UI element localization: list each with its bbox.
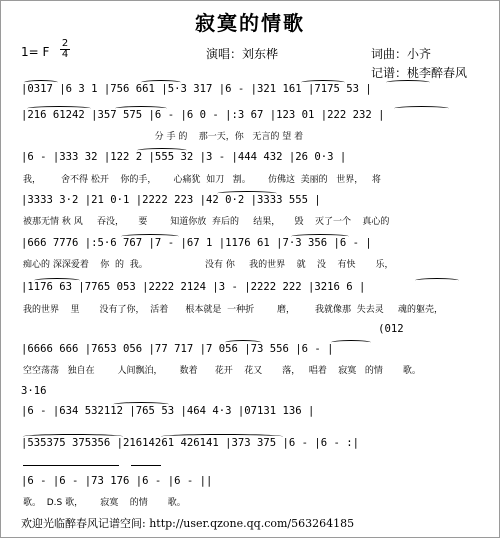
lyrics-line: 歌。 D.S 歌， 寂寞 的情 歌。 xyxy=(23,498,186,508)
key-signature: 1= F xyxy=(21,45,50,59)
notes-line: |0317 |6 3 1 |756 661 |5·3 317 |6 - |321 161 |7175 53 | xyxy=(21,83,372,95)
time-signature xyxy=(60,39,70,60)
notes-line: |6 - |634 532112 |765 53 |464 4·3 |07131 136 | xyxy=(21,405,315,417)
intro-bracket: (012 xyxy=(21,323,404,335)
notes-line: |666 7776 |:5·6 767 |7 - |67 1 |1176 61 |7·3 356 |6 - | xyxy=(21,237,372,249)
meter-bottom: 4 xyxy=(61,49,69,60)
notes-line: |1176 63 |7765 053 |2222 2124 |3 - |2222 222 |3216 6 | xyxy=(21,281,366,293)
notes-line: |3333 3·2 |21 0·1 |2222 223 |42 0·2 |3333 555 | xyxy=(21,194,321,206)
meter-top: 2 xyxy=(61,38,69,49)
notes-line: |6 - |333 32 |122 2 |555 32 |3 - |444 432 |26 0·3 | xyxy=(21,151,347,163)
lyricist-credit: 词曲：小齐 xyxy=(371,47,432,61)
transcriber-credit: 记谱：桃李醉春风 xyxy=(371,66,468,80)
notes-line: |535375 375356 |21614261 426141 |373 375 |6 - |6 - :| xyxy=(21,437,360,449)
notes-line: |216 61242 |357 575 |6 - |6 0 - |:3 67 |123 01 |222 232 | xyxy=(21,109,385,121)
singer-credit: 演唱：刘东桦 xyxy=(206,47,279,61)
notes-line: |6 - |6 - |73 176 |6 - |6 - || xyxy=(21,475,213,487)
song-title: 寂寞的情歌 xyxy=(195,11,305,35)
footer-credit: 欢迎光临醉春风记谱空间: http://user.qzone.qq.com/563264185 xyxy=(21,517,355,530)
lyrics-line: 我的世界 里 没有了你， 活着 根本就是 一种折 磨， 我就像那 失去灵 魂的躯壳， xyxy=(23,305,444,315)
lyrics-line: 空空荡荡 独自在 人间飘泊， 数着 花开 花又 落， 唱着 寂寞 的情 歌。 xyxy=(23,366,421,376)
lyrics-line: 我， 舍不得 松开 你的手， 心痛犹 如刀 割。 仿佛这 美丽的 世界， 将 xyxy=(23,175,381,185)
lyrics-line: 分 手 的 那一天，你 无言的 望 着 xyxy=(23,132,304,142)
lyrics-line: 被那无情 秋 风 吞没， 要 知道你放 弃后的 结果， 毁 灭了一个 真心的 xyxy=(23,217,390,227)
pickup-notes: 3·16 xyxy=(21,385,47,397)
lyrics-line: 痴心的 深深爱着 你 的 我。 没有 你 我的世界 就 没 有快 乐， xyxy=(23,260,394,270)
notes-line: |6666 666 |7653 056 |77 717 |7 056 |73 556 |6 - | xyxy=(21,343,334,355)
